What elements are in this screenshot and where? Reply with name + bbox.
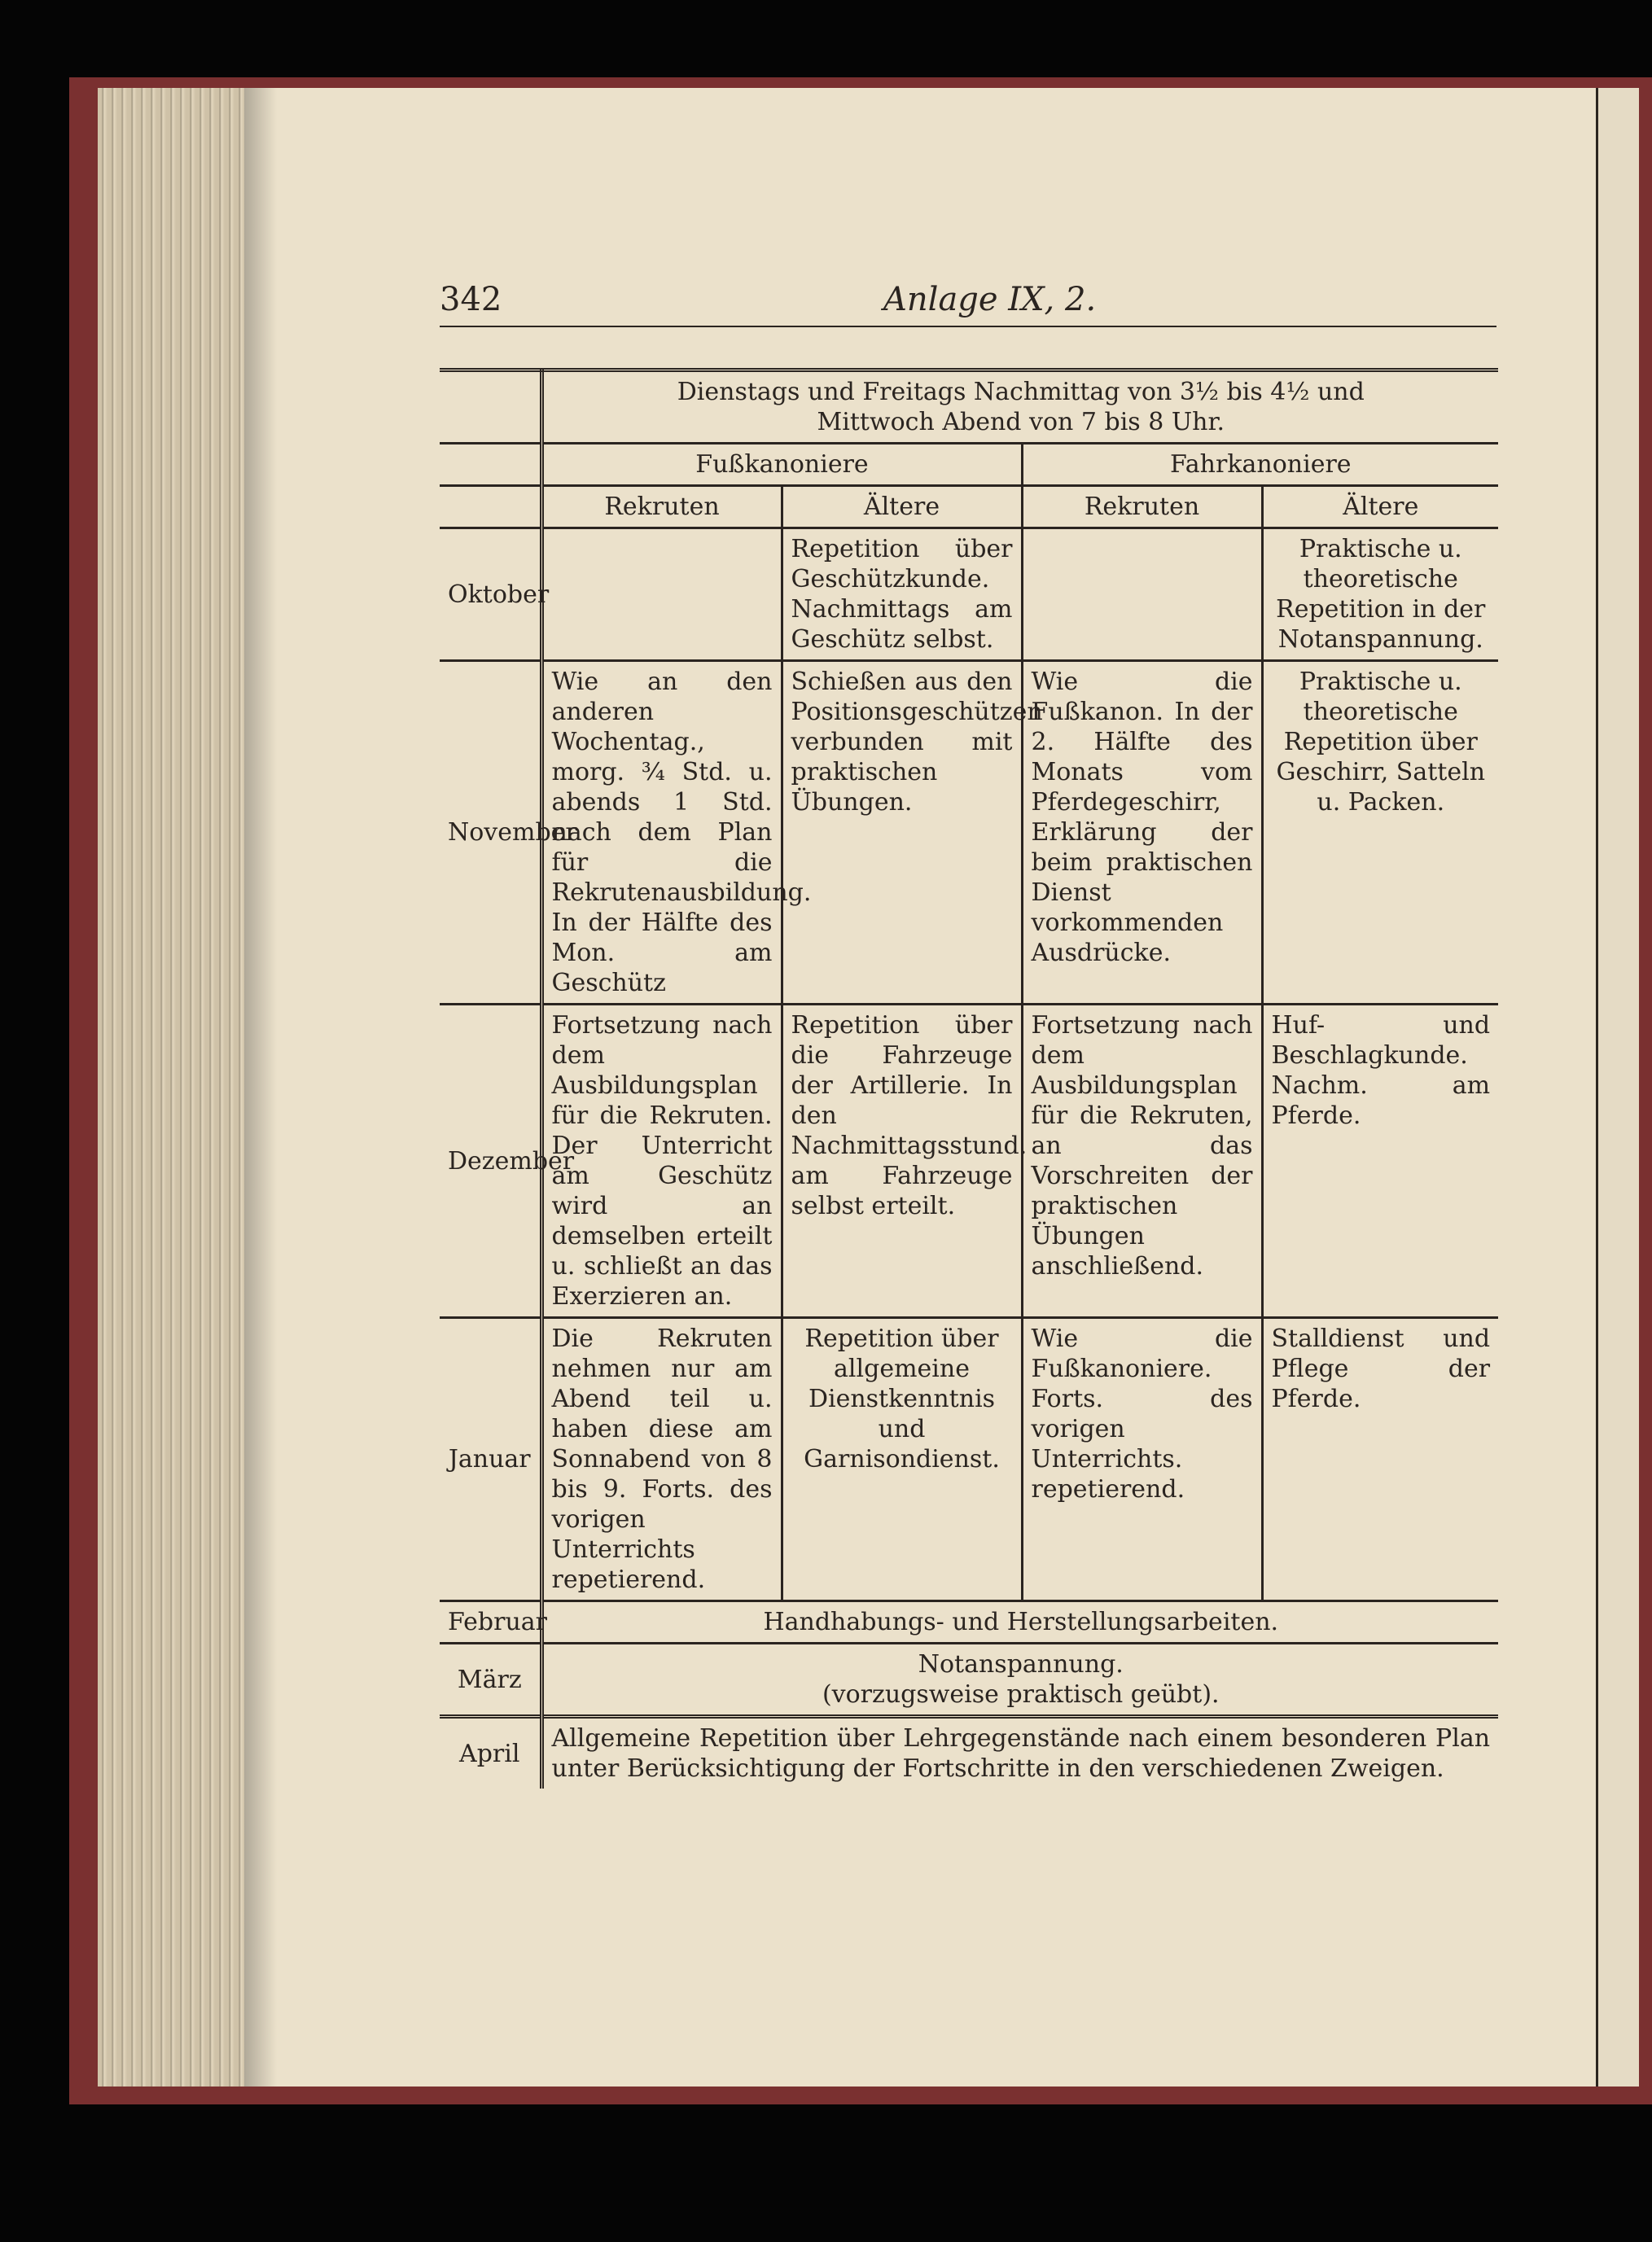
month-label: Oktober — [440, 528, 541, 661]
spanning-cell — [541, 1644, 1498, 1717]
table-cell: Wie die Fußkanoniere. Forts. des vorigen Unterrichts. repetierend. — [1022, 1318, 1262, 1601]
spanning-cell-line: (vorzugsweise praktisch geübt). — [822, 1680, 1220, 1709]
table-cell: Stalldienst und Pflege der Pferde. — [1262, 1318, 1498, 1601]
running-head: Anlage IX, 2. — [883, 281, 1097, 318]
table-row — [440, 1644, 1498, 1717]
table-title — [541, 370, 1498, 444]
month-label: November — [440, 661, 541, 1005]
subheader-cell: Ältere — [1262, 486, 1498, 528]
table-cell: Repetition über Geschützkunde. Nachmittags am Geschütz selbst. — [782, 528, 1022, 661]
table-cell: Huf- und Beschlagkunde. Nachm. am Pferde. — [1262, 1005, 1498, 1318]
month-label: März — [440, 1644, 541, 1717]
table-cell: Repetition über allgemeine Dienstkenntnis und Garnisondienst. — [782, 1318, 1022, 1601]
table-cell: Schießen aus den Positionsgeschützen verbunden mit praktischen Übungen. — [782, 661, 1022, 1005]
table-title-row — [440, 370, 1498, 444]
table-title-line: Dienstags und Freitags Nachmittag von 3½ bis 4½ und — [677, 378, 1365, 406]
empty-corner-cell — [440, 486, 541, 528]
table-cell: Repetition über die Fahrzeuge der Artillerie. In den Nachmittagsstund. am Fahrzeuge selbst erteilt. — [782, 1005, 1022, 1318]
table-cell: Praktische u. theoretische Repetition in der Notanspannung. — [1262, 528, 1498, 661]
empty-corner-cell — [440, 444, 541, 486]
subheader-cell: Ältere — [782, 486, 1022, 528]
table-cell: Praktische u. theoretische Repetition über Geschirr, Satteln u. Packen. — [1262, 661, 1498, 1005]
table-cell: Fortsetzung nach dem Ausbildungsplan für die Rekruten. Der Unterricht am Geschütz wird an demselben erteilt u. schließt an das Exerzieren an. — [541, 1005, 782, 1318]
table-row — [440, 1717, 1498, 1789]
group-header-row — [440, 444, 1498, 486]
table-cell: Wie die Fußkanon. In der 2. Hälfte des Monats vom Pferdegeschirr, Erklärung der beim praktischen Dienst vorkommenden Ausdrücke. — [1022, 661, 1262, 1005]
empty-corner-cell — [440, 370, 541, 444]
page-header — [440, 281, 1498, 330]
spanning-cell: Handhabungs- und Herstellungsarbeiten. — [541, 1601, 1498, 1644]
table-cell — [1022, 528, 1262, 661]
month-label: April — [440, 1717, 541, 1789]
month-label: Januar — [440, 1318, 541, 1601]
table-cell: Wie an den anderen Wochentag., morg. ¾ Std. u. abends 1 Std. nach dem Plan für die Rekrutenausbildung. In der Hälfte des Mon. am Geschütz — [541, 661, 782, 1005]
table-row — [440, 1005, 1498, 1318]
table-title-line: Mittwoch Abend von 7 bis 8 Uhr. — [817, 408, 1225, 436]
schedule-table — [440, 368, 1498, 1789]
month-label: Februar — [440, 1601, 541, 1644]
month-label: Dezember — [440, 1005, 541, 1318]
group-header: Fahrkanoniere — [1022, 444, 1498, 486]
facing-page-edge — [1596, 88, 1639, 2087]
table-row — [440, 661, 1498, 1005]
group-header: Fußkanoniere — [541, 444, 1022, 486]
table-row — [440, 1318, 1498, 1601]
spanning-cell: Allgemeine Repetition über Lehrgegenstände nach einem besonderen Plan unter Berücksichtigung der Fortschritte in den verschiedenen Zweigen. — [541, 1717, 1498, 1789]
page-edges — [98, 88, 256, 2087]
subheader-cell: Rekruten — [1022, 486, 1262, 528]
table-row — [440, 1601, 1498, 1644]
table-cell: Fortsetzung nach dem Ausbildungsplan für die Rekruten, an das Vorschreiten der praktischen Übungen anschließend. — [1022, 1005, 1262, 1318]
spanning-cell-line: Notanspannung. — [918, 1650, 1124, 1679]
header-rule — [440, 326, 1496, 327]
table-cell: Die Rekruten nehmen nur am Abend teil u. haben diese am Sonnabend von 8 bis 9. Forts. des vorigen Unterrichts repetierend. — [541, 1318, 782, 1601]
gutter-shadow — [244, 88, 277, 2087]
table-row — [440, 528, 1498, 661]
subheader-cell: Rekruten — [541, 486, 782, 528]
subheader-row — [440, 486, 1498, 528]
page-number: 342 — [440, 281, 502, 318]
table-cell — [541, 528, 782, 661]
